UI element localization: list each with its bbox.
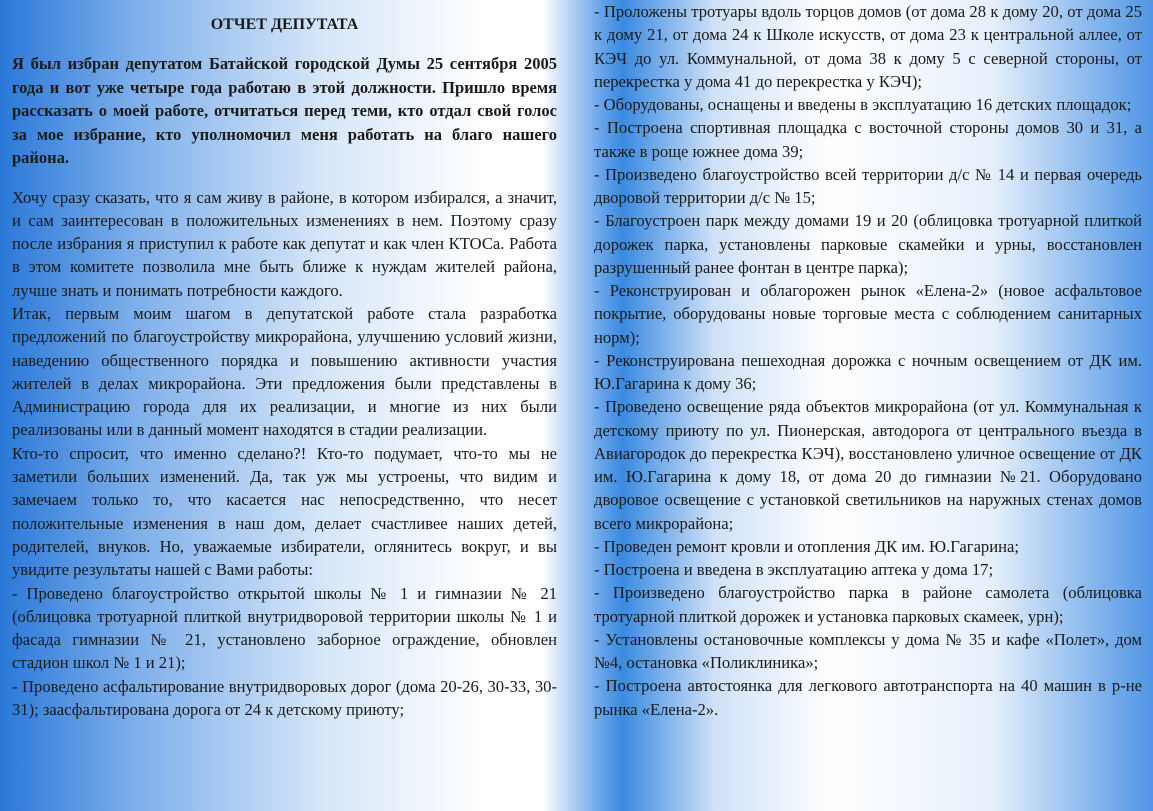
- list-item: - Реконструирована пешеходная дорожка с ночным освещением от ДК им. Ю.Гагарина к дому 36;: [594, 350, 1142, 393]
- list-item: - Построена и введена в эксплуатацию аптека у дома 17;: [594, 560, 994, 579]
- list-item: - Проведено освещение ряда объектов микрорайона (от ул. Коммунальная к детскому приюту по ул. Пионерская, автодорога от центрального въезда в Авиагородок до перекрестка КЭЧ), восстановлено уличное освещение от ДК им. Ю.Гагарина к дому 18, от дома 20 до гимназии №21. Оборудовано дворовое освещение с установкой светильников на наружных стенах домов всего микрорайона;: [594, 397, 1142, 533]
- document-title: ОТЧЕТ ДЕПУТАТА: [210, 16, 359, 33]
- body-paragraph: Итак, первым моим шагом в депутатской работе стала разработка предложений по благоустройству микрорайона, улучшению условий жизни, наведению общественного порядка и повышению активности участия жителей в делах микрорайона. Эти предложения были представлены в Администрацию города для их реализации, и многие из них были реализованы или в данный момент находятся в стадии реализации.: [12, 303, 557, 440]
- list-item: - Проложены тротуары вдоль торцов домов (от дома 28 к дому 20, от дома 25 к дому 21, от дома 24 к Школе искусств, от дома 23 к центральной аллее, от КЭЧ до ул. Коммунальной, от дома 38 к дому 5 с северной стороны, от перекрестка у дома 41 до перекрестка у КЭЧ);: [594, 2, 1142, 91]
- list-item: - Произведено благоустройство всей территории д/с № 14 и первая очередь дворовой территории д/с № 15;: [594, 164, 1142, 207]
- list-item: - Оборудованы, оснащены и введены в эксплуатацию 16 детских площадок;: [594, 95, 1132, 114]
- list-item: - Проведено благоустройство открытой школы № 1 и гимназии № 21 (облицовка тротуарной плиткой внутридворовой территории школы № 1 и фасада гимназии № 21, установлено заборное ограждение, обновлен стадион школ № 1 и 21);: [12, 583, 557, 673]
- intro-paragraph: Я был избран депутатом Батайской городской Думы 25 сентября 2005 года и вот уже четыре года работаю в этой должности. Пришло время рассказать о моей работе, отчитаться перед теми, кто отдал свой голос за мое избрание, кто уполномочил меня работать на благо нашего района.: [12, 54, 557, 167]
- left-column: [12, 0, 557, 721]
- list-item: - Построена спортивная площадка с восточной стороны домов 30 и 31, а также в роще южнее дома 39;: [594, 118, 1142, 161]
- list-item: - Построена автостоянка для легкового автотранспорта на 40 машин в р-не рынка «Елена-2».: [594, 676, 1142, 719]
- list-item: - Благоустроен парк между домами 19 и 20 (облицовка тротуарной плиткой дорожек парка, установлены парковые скамейки и урны, восстановлен разрушенный ранее фонтан в центре парка);: [594, 211, 1142, 277]
- list-item: - Произведено благоустройство парка в районе самолета (облицовка тротуарной плиткой дорожек и установка парковых скамеек, урн);: [594, 583, 1142, 626]
- list-item: - Проведен ремонт кровли и отопления ДК им. Ю.Гагарина;: [594, 536, 1019, 556]
- list-item: - Реконструирован и облагорожен рынок «Елена-2» (новое асфальтовое покрытие, оборудованы новые торговые места с соблюдением санитарных норм);: [594, 281, 1142, 347]
- body-paragraph: Хочу сразу сказать, что я сам живу в районе, в котором избирался, а значит, и сам заинтересован в положительных изменениях в нем. Поэтому сразу после избрания я приступил к работе как депутат и как член КТОСа. Работа в этом комитете позволила мне быть ближе к нуждам жителей района, лучше знать и понимать потребности каждого.: [12, 187, 557, 300]
- list-item: - Установлены остановочные комплексы у дома № 35 и кафе «Полет», дом №4, остановка «Поликлиника»;: [594, 629, 1142, 672]
- list-item: - Проведено асфальтирование внутридворовых дорог (дома 20-26, 30-33, 30-31); заасфальтирована дорога от 24 к детскому приюту;: [12, 676, 557, 720]
- right-column: [594, 0, 1142, 721]
- body-paragraph: Кто-то спросит, что именно сделано?! Кто-то подумает, что-то мы не заметили больших изменений. Да, так уж мы устроены, что видим и замечаем только то, что касается нас непосредственно, что несет положительные изменения в наш дом, делает счастливее наших детей, родителей, внуков. Но, уважаемые избиратели, оглянитесь вокруг, и вы увидите результаты нашей с Вами работы:: [12, 443, 557, 580]
